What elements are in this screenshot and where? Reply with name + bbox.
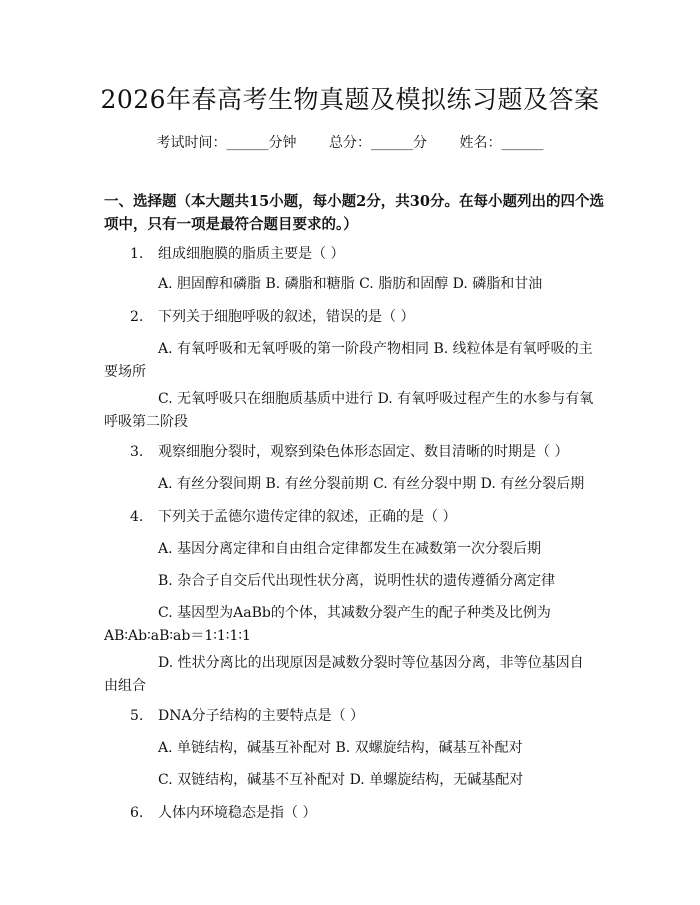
question-4	[130, 506, 600, 528]
question-4-option-b: B. 杂合子自交后代出现性状分离，说明性状的遗传遵循分离定律	[158, 573, 556, 589]
exam-time: 考试时间：______分钟	[156, 135, 297, 151]
question-number: 2.	[130, 309, 144, 325]
question-4-option-c: C. 基因型为AaBb的个体，其减数分裂产生的配子种类及比例为AB∶Ab∶aB∶ab＝1∶1∶1∶1	[104, 605, 551, 644]
question-stem: 下列关于细胞呼吸的叙述，错误的是（ ）	[158, 309, 415, 325]
question-number: 6.	[130, 805, 144, 821]
question-2-options-ab: A. 有氧呼吸和无氧呼吸的第一阶段产物相同 B. 线粒体是有氧呼吸的主要场所	[104, 341, 593, 380]
question-5-options-cd: C. 双链结构，碱基不互补配对 D. 单螺旋结构，无碱基配对	[158, 772, 524, 788]
question-4-option-d: D. 性状分离比的出现原因是减数分裂时等位基因分离，非等位基因自由组合	[104, 655, 584, 694]
question-stem: DNA分子结构的主要特点是（ ）	[158, 708, 365, 724]
question-number: 5.	[130, 708, 144, 724]
question-stem: 组成细胞膜的脂质主要是（ ）	[158, 246, 345, 262]
question-1	[130, 243, 600, 265]
section-heading: 一、选择题（本大题共15小题，每小题2分，共30分。在每小题列出的四个选项中，只有一项是最符合题目要求的。）	[104, 193, 604, 233]
document-title: 2026年春高考生物真题及模拟练习题及答案	[100, 85, 600, 114]
question-4-option-a: A. 基因分离定律和自由组合定律都发生在减数第一次分裂后期	[158, 541, 542, 557]
question-3-options: A. 有丝分裂间期 B. 有丝分裂前期 C. 有丝分裂中期 D. 有丝分裂后期	[158, 476, 585, 492]
question-number: 4.	[130, 509, 144, 525]
question-number: 3.	[130, 444, 144, 460]
question-2	[130, 306, 600, 328]
question-stem: 下列关于孟德尔遗传定律的叙述，正确的是（ ）	[158, 509, 457, 525]
question-stem: 人体内环境稳态是指（ ）	[158, 805, 317, 821]
student-name: 姓名：______	[459, 135, 544, 151]
question-number: 1.	[130, 246, 144, 262]
question-5	[130, 705, 600, 727]
question-6	[130, 802, 600, 824]
question-3	[130, 441, 600, 463]
question-stem: 观察细胞分裂时，观察到染色体形态固定、数目清晰的时期是（ ）	[158, 444, 569, 460]
exam-score: 总分：______分	[329, 135, 427, 151]
question-2-options-cd: C. 无氧呼吸只在细胞质基质中进行 D. 有氧呼吸过程产生的水参与有氧呼吸第二阶段	[104, 391, 594, 430]
question-5-options-ab: A. 单链结构，碱基互补配对 B. 双螺旋结构，碱基互补配对	[158, 740, 523, 756]
exam-meta	[0, 132, 700, 152]
question-1-options: A. 胆固醇和磷脂 B. 磷脂和糖脂 C. 脂肪和固醇 D. 磷脂和甘油	[158, 276, 543, 292]
